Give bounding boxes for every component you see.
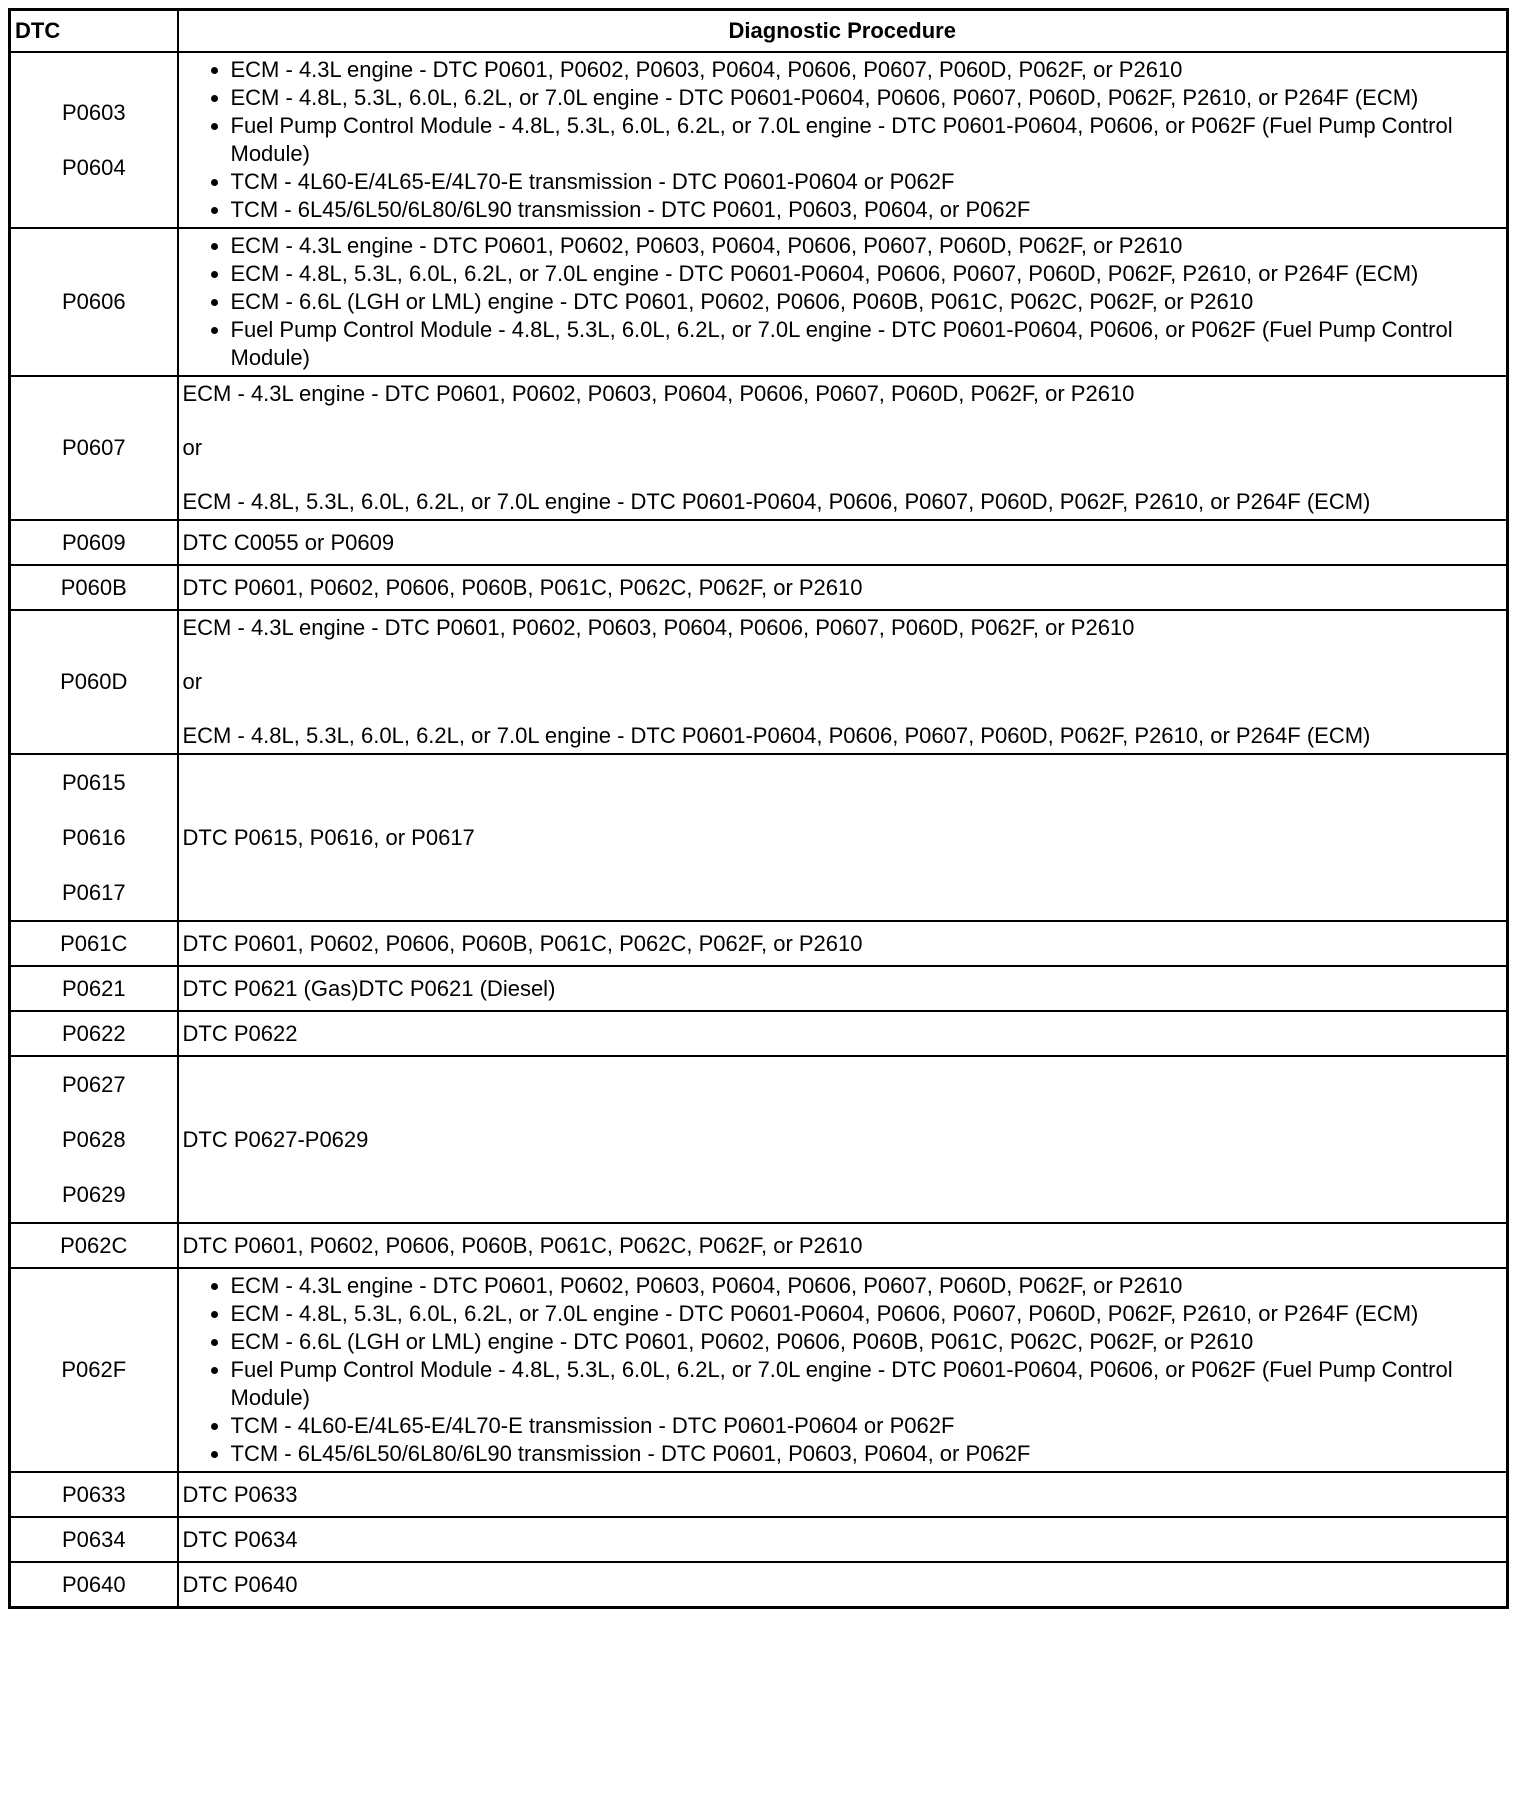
table-row (10, 1562, 1508, 1608)
procedure-list (183, 56, 1471, 224)
procedure-list-item: • ECM - 4.8L, 5.3L, 6.0L, 6.2L, or 7.0L engine - DTC P0601-P0604, P0606, P0607, P060D, P062F, P2610, or P264F (ECM) (231, 1300, 1471, 1328)
dtc-code: P0629 (61, 1182, 126, 1207)
dtc-cell (10, 610, 178, 754)
procedure-text: DTC C0055 or P0609 (182, 529, 395, 555)
dtc-code: P0609 (61, 529, 126, 555)
procedure-list-item: • ECM - 4.3L engine - DTC P0601, P0602, P0603, P0604, P0606, P0607, P060D, P062F, or P2610 (231, 1272, 1471, 1300)
table-row (10, 1472, 1508, 1517)
procedure-text: DTC P0627-P0629 (182, 1126, 369, 1152)
dtc-code: P0640 (61, 1571, 126, 1597)
dtc-code: P0628 (61, 1127, 126, 1152)
procedure-cell (178, 1268, 1508, 1472)
procedure-cell (178, 1223, 1508, 1268)
procedure-list-item: • TCM - 6L45/6L50/6L80/6L90 transmission - DTC P0601, P0603, P0604, or P062F (231, 1440, 1471, 1468)
procedure-paragraph: ECM - 4.8L, 5.3L, 6.0L, 6.2L, or 7.0L engine - DTC P0601-P0604, P0606, P0607, P060D, P062F, P2610, or P264F (ECM) (182, 723, 1371, 748)
dtc-code: P0615 (61, 770, 126, 795)
dtc-cell (10, 376, 178, 520)
table-row (10, 520, 1508, 565)
procedure-list-item: • ECM - 6.6L (LGH or LML) engine - DTC P0601, P0602, P0606, P060B, P061C, P062C, P062F, or P2610 (231, 288, 1471, 316)
dtc-cell (10, 754, 178, 921)
procedure-text: DTC P0621 (Gas)DTC P0621 (Diesel) (182, 975, 556, 1001)
procedure-text: DTC P0634 (182, 1526, 298, 1552)
dtc-cell (10, 1056, 178, 1223)
procedure-list-item: • Fuel Pump Control Module - 4.8L, 5.3L, 6.0L, 6.2L, or 7.0L engine - DTC P0601-P0604, P0606, or P062F (Fuel Pump Control Module) (231, 316, 1471, 372)
procedure-cell (178, 966, 1508, 1011)
procedure-list-item: • TCM - 6L45/6L50/6L80/6L90 transmission - DTC P0601, P0603, P0604, or P062F (231, 196, 1471, 224)
dtc-table (8, 8, 1509, 1609)
dtc-code: P0603 (61, 100, 126, 125)
dtc-cell (10, 52, 178, 228)
dtc-code: P0616 (61, 825, 126, 850)
procedure-list-item: • TCM - 4L60-E/4L65-E/4L70-E transmission - DTC P0601-P0604 or P062F (231, 1412, 1471, 1440)
procedure-cell (178, 754, 1508, 921)
dtc-code: P0634 (61, 1526, 126, 1552)
procedure-cell (178, 1011, 1508, 1056)
procedure-list-item: • ECM - 4.8L, 5.3L, 6.0L, 6.2L, or 7.0L engine - DTC P0601-P0604, P0606, P0607, P060D, P062F, P2610, or P264F (ECM) (231, 84, 1471, 112)
procedure-cell (178, 1562, 1508, 1608)
procedure-list (183, 232, 1471, 372)
dtc-code: P060D (60, 669, 128, 694)
procedure-cell (178, 52, 1508, 228)
procedure-list (183, 1272, 1471, 1468)
procedure-list-item: • ECM - 4.3L engine - DTC P0601, P0602, P0603, P0604, P0606, P0607, P060D, P062F, or P2610 (231, 232, 1471, 260)
dtc-cell (10, 1517, 178, 1562)
paragraph-spacer (183, 462, 1471, 488)
table-row (10, 1517, 1508, 1562)
dtc-cell (10, 565, 178, 610)
procedure-paragraph: or (182, 669, 203, 694)
dtc-cell (10, 966, 178, 1011)
paragraph-spacer (183, 642, 1471, 668)
dtc-code: P0622 (61, 1020, 126, 1046)
table-row (10, 754, 1508, 921)
procedure-paragraph: or (182, 435, 203, 460)
dtc-code: P0627 (61, 1072, 126, 1097)
dtc-cell (10, 1223, 178, 1268)
dtc-cell (10, 1011, 178, 1056)
procedure-paragraph: ECM - 4.3L engine - DTC P0601, P0602, P0603, P0604, P0606, P0607, P060D, P062F, or P2610 (182, 615, 1135, 640)
procedure-paragraph: ECM - 4.3L engine - DTC P0601, P0602, P0603, P0604, P0606, P0607, P060D, P062F, or P2610 (182, 381, 1135, 406)
dtc-cell (10, 1268, 178, 1472)
table-row (10, 1011, 1508, 1056)
dtc-code: P061C (60, 930, 128, 956)
procedure-cell (178, 376, 1508, 520)
dtc-code: P0633 (61, 1481, 126, 1507)
table-body (10, 52, 1508, 1608)
procedure-text: DTC P0601, P0602, P0606, P060B, P061C, P062C, P062F, or P2610 (182, 930, 863, 956)
dtc-cell (10, 520, 178, 565)
procedure-cell (178, 921, 1508, 966)
table-row (10, 966, 1508, 1011)
dtc-cell (10, 228, 178, 376)
dtc-cell (10, 1562, 178, 1608)
dtc-code: P062F (61, 1357, 127, 1382)
procedure-column-header: Diagnostic Procedure (178, 10, 1508, 53)
procedure-paragraph: ECM - 4.8L, 5.3L, 6.0L, 6.2L, or 7.0L engine - DTC P0601-P0604, P0606, P0607, P060D, P062F, P2610, or P264F (ECM) (182, 489, 1371, 514)
procedure-cell (178, 228, 1508, 376)
paragraph-spacer (183, 696, 1471, 722)
procedure-cell (178, 520, 1508, 565)
dtc-column-header: DTC (10, 10, 178, 53)
procedure-text: DTC P0622 (182, 1020, 298, 1046)
paragraph-spacer (183, 408, 1471, 434)
procedure-cell (178, 1472, 1508, 1517)
procedure-cell (178, 565, 1508, 610)
procedure-list-item: • ECM - 4.3L engine - DTC P0601, P0602, P0603, P0604, P0606, P0607, P060D, P062F, or P2610 (231, 56, 1471, 84)
dtc-code: P0621 (61, 975, 126, 1001)
procedure-text: DTC P0601, P0602, P0606, P060B, P061C, P062C, P062F, or P2610 (182, 574, 863, 600)
procedure-text: DTC P0640 (182, 1571, 298, 1597)
table-row (10, 565, 1508, 610)
dtc-cell (10, 921, 178, 966)
procedure-text: DTC P0601, P0602, P0606, P060B, P061C, P062C, P062F, or P2610 (182, 1232, 863, 1258)
table-row (10, 1223, 1508, 1268)
procedure-list-item: • Fuel Pump Control Module - 4.8L, 5.3L, 6.0L, 6.2L, or 7.0L engine - DTC P0601-P0604, P0606, or P062F (Fuel Pump Control Module) (231, 1356, 1471, 1412)
dtc-code: P0606 (61, 289, 126, 314)
procedure-list-item: • TCM - 4L60-E/4L65-E/4L70-E transmission - DTC P0601-P0604 or P062F (231, 168, 1471, 196)
dtc-code: P0607 (61, 435, 126, 460)
procedure-list-item: • ECM - 6.6L (LGH or LML) engine - DTC P0601, P0602, P0606, P060B, P061C, P062C, P062F, or P2610 (231, 1328, 1471, 1356)
procedure-text: DTC P0633 (182, 1481, 298, 1507)
dtc-code: P0604 (61, 155, 126, 180)
dtc-code: P0617 (61, 880, 126, 905)
dtc-cell (10, 1472, 178, 1517)
table-row (10, 921, 1508, 966)
dtc-code: P062C (60, 1232, 128, 1258)
procedure-cell (178, 1517, 1508, 1562)
procedure-list-item: • ECM - 4.8L, 5.3L, 6.0L, 6.2L, or 7.0L engine - DTC P0601-P0604, P0606, P0607, P060D, P062F, P2610, or P264F (ECM) (231, 260, 1471, 288)
table-row (10, 52, 1508, 228)
procedure-text: DTC P0615, P0616, or P0617 (182, 824, 475, 850)
table-row (10, 1056, 1508, 1223)
procedure-list-item: • Fuel Pump Control Module - 4.8L, 5.3L, 6.0L, 6.2L, or 7.0L engine - DTC P0601-P0604, P0606, or P062F (Fuel Pump Control Module) (231, 112, 1471, 168)
table-row (10, 376, 1508, 520)
procedure-cell (178, 610, 1508, 754)
procedure-cell (178, 1056, 1508, 1223)
table-row (10, 1268, 1508, 1472)
table-row (10, 610, 1508, 754)
table-row (10, 228, 1508, 376)
dtc-code: P060B (60, 574, 127, 600)
table-header-row (10, 10, 1508, 53)
